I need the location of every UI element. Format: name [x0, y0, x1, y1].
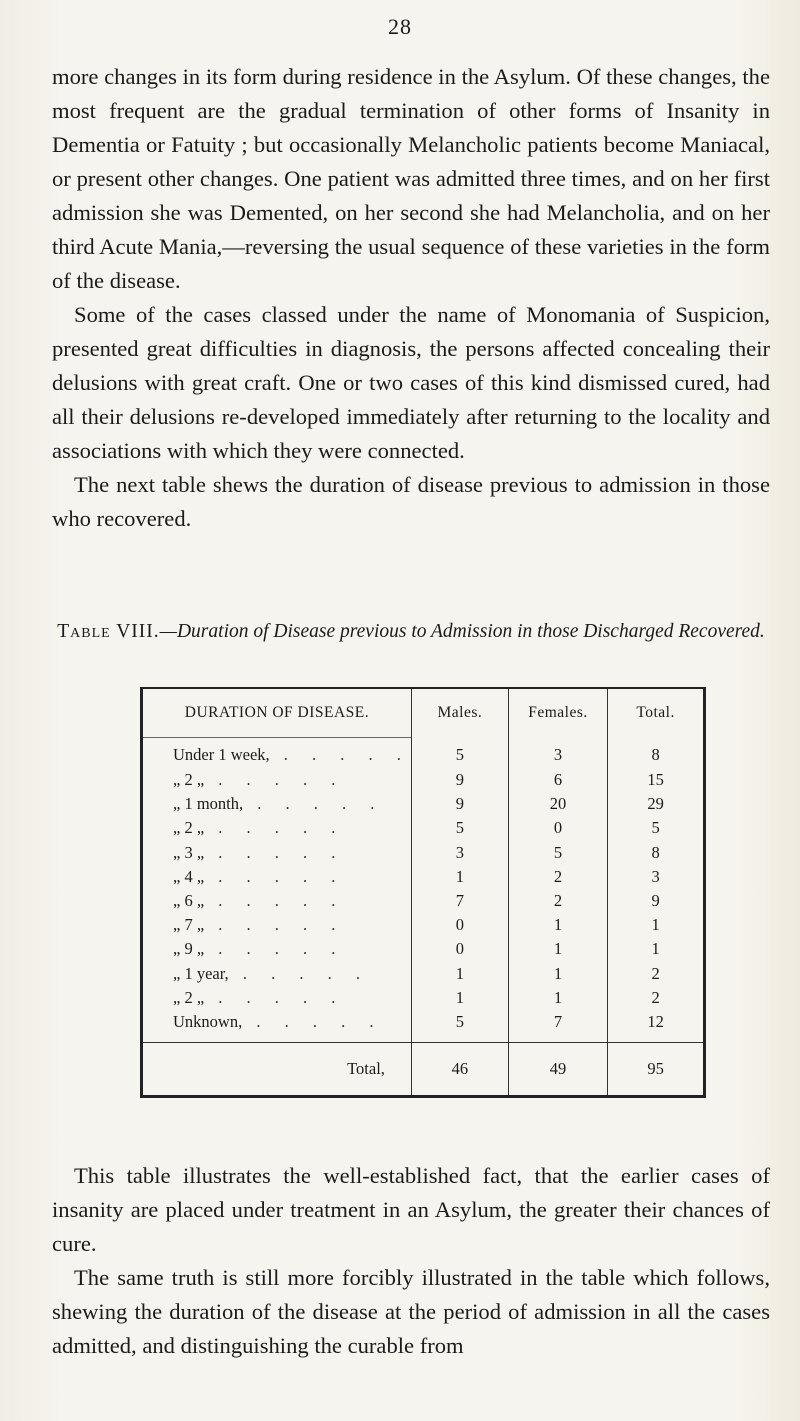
paragraph: more changes in its form during residence in the Asylum. Of these changes, the most frequent are the gradual termination of other forms of Insanity in Dementia or Fatuity ; but occasionally Melancholic patients become Maniacal, or present other changes. One patient was admitted three times, and on her first admission she was Demented, on her second she had Melancholia, and on her third Acute Mania,—reversing the usual sequence of these varieties in the form of the disease.	[52, 64, 770, 293]
table-row	[142, 816, 705, 840]
dot-leader: . . . . .	[204, 770, 346, 790]
total-label: Total,	[142, 1043, 412, 1097]
dot-leader: . . . . .	[204, 915, 346, 935]
duration-label: „ 6 „ . . . . .	[173, 891, 346, 911]
dot-leader: . . . . .	[243, 794, 385, 814]
table-row	[142, 738, 705, 769]
table-row	[142, 913, 705, 937]
duration-label: „ 4 „ . . . . .	[173, 866, 346, 886]
dot-leader: . . . . .	[228, 963, 370, 983]
cell-total: 9	[608, 889, 705, 913]
dot-leader: . . . . .	[204, 891, 346, 911]
header-duration: DURATION OF DISEASE.	[184, 704, 370, 721]
dot-leader: . . . . .	[204, 866, 346, 886]
cell-males: 0	[411, 913, 508, 937]
cell-males: 3	[411, 841, 508, 865]
cell-females: 6	[508, 768, 607, 792]
header-females: Females.	[508, 688, 607, 738]
cell-total: 2	[608, 962, 705, 986]
table-total-row	[142, 1043, 705, 1097]
table-row	[142, 986, 705, 1010]
cell-males: 7	[411, 889, 508, 913]
cell-females: 1	[508, 937, 607, 961]
dot-leader: . . . . .	[269, 745, 411, 764]
cell-total: 1	[608, 913, 705, 937]
dot-leader: . . . . .	[204, 818, 346, 838]
table-row	[142, 841, 705, 865]
cell-females: 1	[508, 962, 607, 986]
table-caption-title: —Duration of Disease previous to Admission in those Discharged Recovered.	[159, 621, 765, 642]
cell-males: 9	[411, 792, 508, 816]
header-males: Males.	[411, 688, 508, 738]
cell-females: 7	[508, 1010, 607, 1034]
header-total: Total.	[608, 688, 705, 738]
table-caption	[52, 617, 770, 647]
duration-label: „ 2 „ . . . . .	[173, 770, 346, 790]
cell-males: 5	[411, 738, 508, 769]
dot-leader: . . . . .	[204, 842, 346, 862]
dot-leader: . . . . .	[204, 987, 346, 1007]
paragraph: This table illustrates the well-established fact, that the earlier cases of insanity are placed under treatment in an Asylum, the greater their chances of cure.	[52, 1163, 770, 1256]
table-body	[142, 738, 705, 1097]
cell-females: 20	[508, 792, 607, 816]
duration-label: „ 3 „ . . . . .	[173, 842, 346, 862]
cell-total: 8	[608, 738, 705, 769]
duration-label: Under 1 week, . . . . .	[142, 738, 412, 769]
cell-total: 29	[608, 792, 705, 816]
cell-total: 5	[608, 816, 705, 840]
intro-text	[52, 60, 770, 536]
duration-label: „ 7 „ . . . . .	[173, 915, 346, 935]
cell-females: 1	[508, 986, 607, 1010]
cell-total: 2	[608, 986, 705, 1010]
cell-females: 2	[508, 865, 607, 889]
duration-label: Unknown, . . . . .	[173, 1011, 384, 1031]
paragraph: Some of the cases classed under the name of Monomania of Suspicion, presented great difficulties in diagnosis, the persons affected concealing their delusions with great craft. One or two cases of this kind dismissed cured, had all their delusions re-developed immediately after returning to the locality and associations with which they were connected.	[52, 302, 770, 463]
cell-total: 1	[608, 937, 705, 961]
outro-text	[52, 1159, 770, 1363]
cell-males: 1	[411, 865, 508, 889]
dot-leader: . . . . .	[242, 1011, 384, 1031]
cell-males: 5	[411, 1010, 508, 1034]
table-row	[142, 792, 705, 816]
cell-total: 12	[608, 1010, 705, 1034]
duration-label: „ 2 „ . . . . .	[173, 818, 346, 838]
dot-leader: . . . . .	[204, 939, 346, 959]
page-number: 28	[388, 14, 412, 39]
table-row	[142, 889, 705, 913]
table-row	[142, 768, 705, 792]
duration-label: „ 2 „ . . . . .	[173, 987, 346, 1007]
duration-label: „ 1 month, . . . . .	[173, 794, 385, 814]
cell-females: 0	[508, 816, 607, 840]
cell-males: 5	[411, 816, 508, 840]
table-row	[142, 1010, 705, 1034]
paragraph: The same truth is still more forcibly illustrated in the table which follows, shewing the duration of the disease at the period of admission in all the cases admitted, and distinguishing the curable from	[52, 1265, 770, 1358]
table-row	[142, 937, 705, 961]
table-row	[142, 865, 705, 889]
duration-label: „ 1 year, . . . . .	[173, 963, 370, 983]
cell-total: 8	[608, 841, 705, 865]
cell-females: 5	[508, 841, 607, 865]
cell-females: 2	[508, 889, 607, 913]
total-males: 46	[411, 1043, 508, 1097]
cell-females: 3	[508, 738, 607, 769]
cell-total: 15	[608, 768, 705, 792]
cell-females: 1	[508, 913, 607, 937]
cell-males: 1	[411, 986, 508, 1010]
duration-table	[140, 687, 706, 1098]
paragraph: The next table shews the duration of disease previous to admission in those who recovered.	[52, 472, 770, 531]
table-spacer	[142, 1034, 705, 1043]
duration-label: „ 9 „ . . . . .	[173, 939, 346, 959]
table-caption-lead: Table VIII.	[57, 621, 160, 642]
total-total: 95	[608, 1043, 705, 1097]
cell-males: 1	[411, 962, 508, 986]
cell-total: 3	[608, 865, 705, 889]
total-females: 49	[508, 1043, 607, 1097]
table-header-row	[142, 688, 705, 738]
table-row	[142, 962, 705, 986]
cell-males: 9	[411, 768, 508, 792]
cell-males: 0	[411, 937, 508, 961]
